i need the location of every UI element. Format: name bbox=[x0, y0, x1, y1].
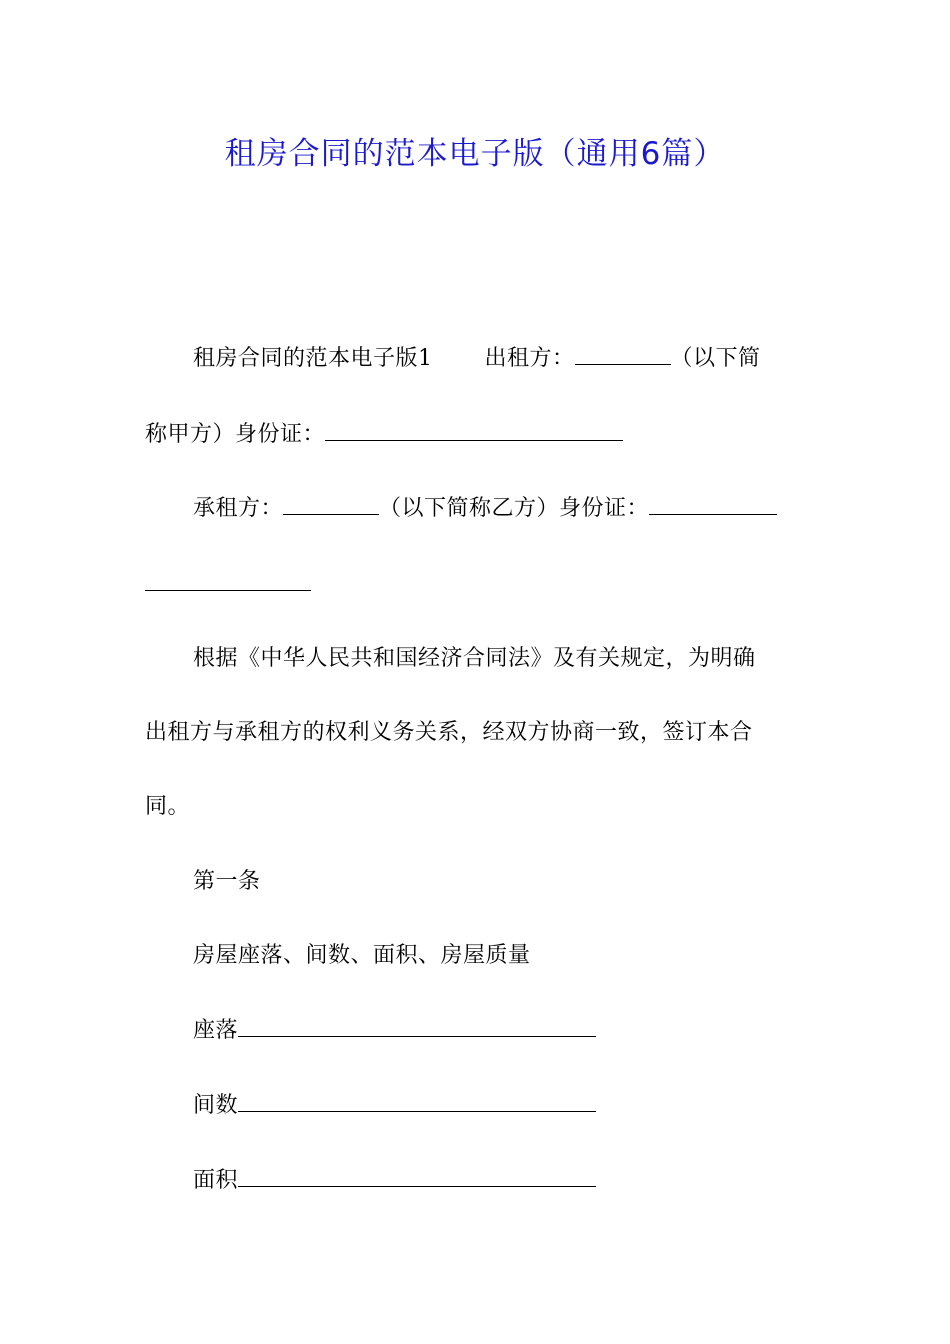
lessor-label: 出租方： bbox=[484, 346, 575, 371]
paragraph-2-line-2 bbox=[145, 569, 311, 601]
field-area-blank bbox=[238, 1168, 596, 1187]
document-title: 租房合同的范本电子版（通用6篇） bbox=[224, 136, 726, 172]
paragraph-3-line-3: 同。 bbox=[145, 794, 191, 819]
paragraph-3-line-2: 出租方与承租方的权利义务关系，经双方协商一致，签订本合 bbox=[145, 720, 753, 745]
article-1-heading: 第一条 bbox=[193, 869, 261, 894]
lessee-id-blank-continued bbox=[145, 572, 311, 591]
paragraph-1-line-1 bbox=[193, 343, 761, 375]
lessee-name-blank bbox=[283, 496, 379, 515]
field-rooms-blank bbox=[238, 1093, 596, 1112]
field-rooms bbox=[193, 1090, 596, 1122]
paragraph-2-line-1 bbox=[193, 493, 777, 525]
lessor-id-label: 称甲方）身份证： bbox=[145, 422, 326, 447]
lessor-id-blank bbox=[325, 422, 623, 441]
paragraph-1-line-2 bbox=[145, 419, 623, 451]
field-area-label: 面积 bbox=[193, 1168, 239, 1193]
field-location-label: 座落 bbox=[193, 1018, 239, 1043]
lessor-name-blank bbox=[575, 346, 671, 365]
article-1-subheading: 房屋座落、间数、面积、房屋质量 bbox=[193, 943, 531, 968]
lessee-id-blank bbox=[649, 496, 777, 515]
lessee-label: 承租方： bbox=[193, 496, 284, 521]
lessor-suffix: （以下简 bbox=[670, 346, 761, 371]
paragraph-3-line-1: 根据《中华人民共和国经济合同法》及有关规定，为明确 bbox=[193, 646, 756, 671]
lessee-suffix: （以下简称乙方）身份证： bbox=[379, 496, 650, 521]
field-location bbox=[193, 1015, 596, 1047]
contract-lead-label: 租房合同的范本电子版1 bbox=[193, 346, 433, 371]
field-area bbox=[193, 1165, 596, 1197]
field-rooms-label: 间数 bbox=[193, 1093, 239, 1118]
field-location-blank bbox=[238, 1018, 596, 1037]
